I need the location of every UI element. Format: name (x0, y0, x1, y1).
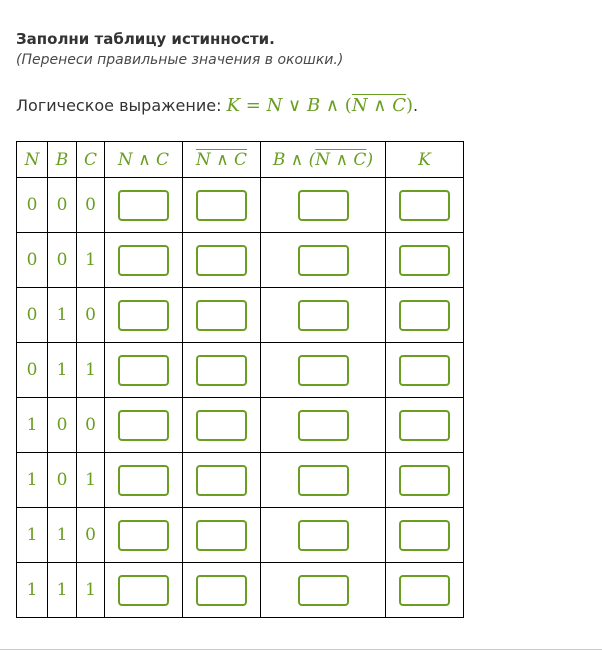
cell-c: 0 (77, 288, 105, 343)
answer-box-not-n-and-c[interactable] (196, 520, 247, 551)
cell-n-and-c (105, 233, 183, 288)
table-row (17, 453, 464, 508)
answer-box-n-and-c[interactable] (118, 465, 169, 496)
cell-n: 0 (17, 288, 48, 343)
answer-box-b-and-not-n-and-c[interactable] (298, 410, 349, 441)
divider (0, 649, 602, 650)
answer-box-n-and-c[interactable] (118, 190, 169, 221)
cell-not-n-and-c (183, 508, 261, 563)
logical-expression: K = N ∨ B ∧ (N ∧ C) (226, 95, 413, 116)
answer-box-not-n-and-c[interactable] (196, 465, 247, 496)
table-row (17, 398, 464, 453)
cell-n-and-c (105, 453, 183, 508)
cell-k (386, 453, 464, 508)
answer-box-k[interactable] (399, 520, 450, 551)
answer-box-k[interactable] (399, 410, 450, 441)
cell-b-and-not-n-and-c (261, 453, 386, 508)
answer-box-not-n-and-c[interactable] (196, 355, 247, 386)
cell-not-n-and-c (183, 288, 261, 343)
cell-b-and-not-n-and-c (261, 233, 386, 288)
answer-box-k[interactable] (399, 355, 450, 386)
header-c: C (77, 142, 105, 178)
cell-b: 1 (48, 343, 77, 398)
answer-box-b-and-not-n-and-c[interactable] (298, 245, 349, 276)
answer-box-n-and-c[interactable] (118, 300, 169, 331)
answer-box-k[interactable] (399, 575, 450, 606)
answer-box-b-and-not-n-and-c[interactable] (298, 355, 349, 386)
cell-b: 0 (48, 398, 77, 453)
answer-box-b-and-not-n-and-c[interactable] (298, 520, 349, 551)
cell-b-and-not-n-and-c (261, 563, 386, 618)
table-row (17, 343, 464, 398)
task-title: Заполни таблицу истинности. (16, 30, 275, 48)
cell-c: 1 (77, 343, 105, 398)
header-b-and-not-n-and-c: B ∧ (N ∧ C) (261, 142, 386, 178)
cell-c: 1 (77, 453, 105, 508)
cell-n-and-c (105, 508, 183, 563)
answer-box-not-n-and-c[interactable] (196, 190, 247, 221)
cell-n: 0 (17, 178, 48, 233)
answer-box-not-n-and-c[interactable] (196, 245, 247, 276)
cell-k (386, 233, 464, 288)
cell-n: 1 (17, 508, 48, 563)
answer-box-b-and-not-n-and-c[interactable] (298, 575, 349, 606)
cell-n: 0 (17, 343, 48, 398)
cell-n: 0 (17, 233, 48, 288)
answer-box-not-n-and-c[interactable] (196, 410, 247, 441)
cell-b: 1 (48, 563, 77, 618)
cell-not-n-and-c (183, 343, 261, 398)
cell-k (386, 508, 464, 563)
table-row (17, 233, 464, 288)
cell-c: 1 (77, 233, 105, 288)
cell-n-and-c (105, 288, 183, 343)
cell-not-n-and-c (183, 233, 261, 288)
cell-k (386, 288, 464, 343)
cell-k (386, 563, 464, 618)
cell-n-and-c (105, 178, 183, 233)
cell-n-and-c (105, 398, 183, 453)
cell-c: 1 (77, 563, 105, 618)
answer-box-b-and-not-n-and-c[interactable] (298, 300, 349, 331)
cell-k (386, 178, 464, 233)
cell-c: 0 (77, 398, 105, 453)
cell-b: 0 (48, 178, 77, 233)
expression-label: Логическое выражение: (16, 96, 222, 115)
cell-b-and-not-n-and-c (261, 508, 386, 563)
cell-b: 1 (48, 508, 77, 563)
cell-not-n-and-c (183, 453, 261, 508)
header-not-n-and-c: N ∧ C (183, 142, 261, 178)
header-k: K (386, 142, 464, 178)
cell-n: 1 (17, 563, 48, 618)
table-row (17, 178, 464, 233)
cell-c: 0 (77, 508, 105, 563)
table-row (17, 288, 464, 343)
cell-not-n-and-c (183, 563, 261, 618)
cell-b: 0 (48, 453, 77, 508)
cell-b: 0 (48, 233, 77, 288)
expression-line: Логическое выражение: K = N ∨ B ∧ (N ∧ C). (16, 95, 419, 116)
answer-box-k[interactable] (399, 245, 450, 276)
answer-box-k[interactable] (399, 300, 450, 331)
header-b: B (48, 142, 77, 178)
answer-box-n-and-c[interactable] (118, 355, 169, 386)
cell-n: 1 (17, 398, 48, 453)
answer-box-b-and-not-n-and-c[interactable] (298, 465, 349, 496)
header-n-and-c: N ∧ C (105, 142, 183, 178)
cell-not-n-and-c (183, 178, 261, 233)
task-hint: (Перенеси правильные значения в окошки.) (16, 52, 344, 68)
table-row (17, 508, 464, 563)
header-n: N (17, 142, 48, 178)
table-row (17, 563, 464, 618)
cell-not-n-and-c (183, 398, 261, 453)
cell-b-and-not-n-and-c (261, 398, 386, 453)
answer-box-k[interactable] (399, 465, 450, 496)
cell-n-and-c (105, 343, 183, 398)
answer-box-not-n-and-c[interactable] (196, 300, 247, 331)
answer-box-n-and-c[interactable] (118, 520, 169, 551)
cell-n-and-c (105, 563, 183, 618)
cell-b-and-not-n-and-c (261, 343, 386, 398)
cell-k (386, 398, 464, 453)
answer-box-b-and-not-n-and-c[interactable] (298, 190, 349, 221)
table-header-row (17, 142, 464, 178)
cell-b: 1 (48, 288, 77, 343)
answer-box-k[interactable] (399, 190, 450, 221)
cell-k (386, 343, 464, 398)
answer-box-n-and-c[interactable] (118, 575, 169, 606)
answer-box-not-n-and-c[interactable] (196, 575, 247, 606)
answer-box-n-and-c[interactable] (118, 410, 169, 441)
truth-table (16, 141, 464, 618)
cell-n: 1 (17, 453, 48, 508)
cell-b-and-not-n-and-c (261, 178, 386, 233)
answer-box-n-and-c[interactable] (118, 245, 169, 276)
cell-b-and-not-n-and-c (261, 288, 386, 343)
cell-c: 0 (77, 178, 105, 233)
